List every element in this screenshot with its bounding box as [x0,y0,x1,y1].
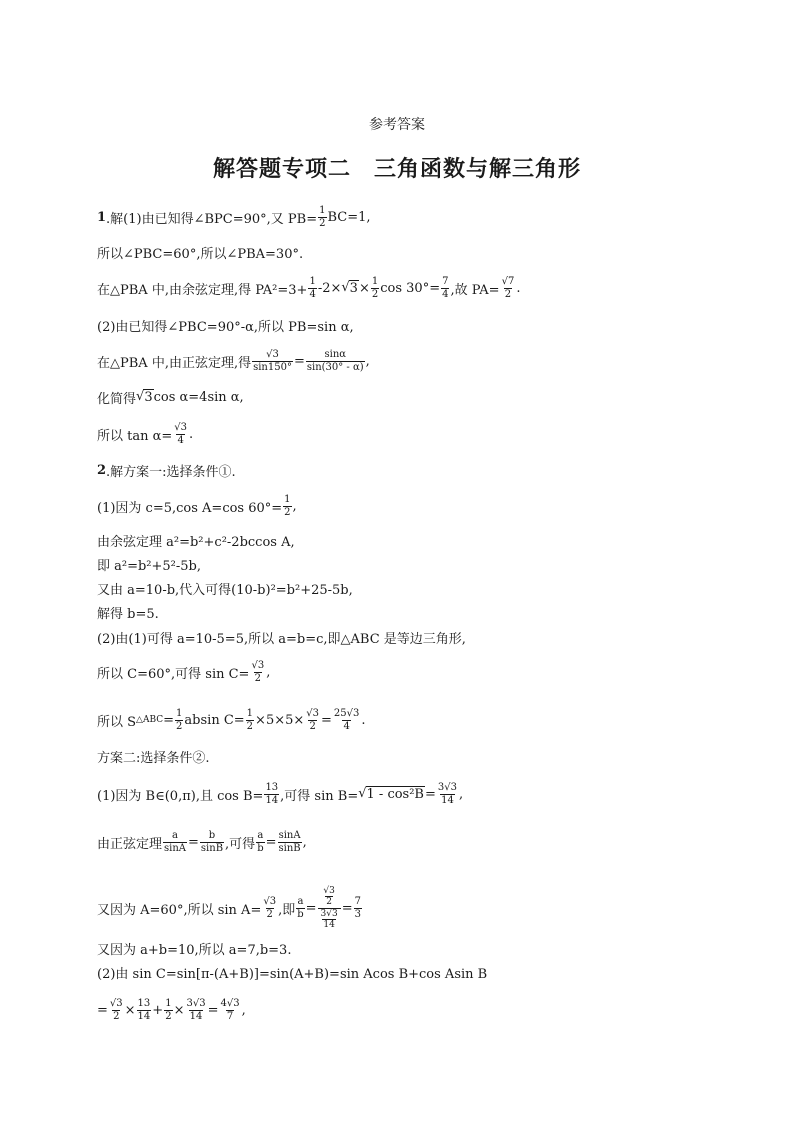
fraction: $\frac{\sin\alpha}{\sin(30^\circ - \alpha)}$ [306,349,364,373]
fraction: $\frac{4√3}{7}$ [220,998,240,1022]
fraction: $\frac{√7}{2}$ [501,276,515,300]
document-header: 参考答案 [369,117,425,133]
fraction: $\frac{√3}{2}$ [306,708,320,732]
q1-line-4: (2)由已知得∠PBC=90°-α,所以 PB=sin α, [97,319,354,335]
fraction: $\frac{7}{4}$ [442,276,449,300]
q2-line-4: 即 a²=b²+5²-5b, [97,558,202,574]
fraction: $\frac{1}{4}$ [309,276,316,300]
sqrt-expression: √ 3 [136,389,153,405]
q2-line-9: 所以 S △ABC = $\frac{1}{2}$ absin C= $\frac{1}{2}$ ×5×5× $\frac{√3}{2}$ = $\frac{25√3}{4}$ . [97,708,366,732]
q1-line-1: 1 .解(1)由已知得∠BPC=90°,又 PB= $\frac{1}{2}$ BC=1, [97,205,371,229]
fraction: $\frac{√3}{4}$ [174,422,188,446]
sqrt-expression: √ 3 [341,280,358,296]
compound-fraction: $\frac{\frac{√3}{2}}{\frac{3√3}{14}}$ [318,886,341,930]
q2-line-12: 由正弦定理 $\frac{a}{\sin A}$ = $\frac{b}{\sin B}$ ,可得 $\frac{a}{b}$ = $\frac{\sin A}{\sin B}$ , [97,830,307,854]
fraction: $\frac{a}{b}$ [297,896,304,920]
fraction: $\frac{1}{2}$ [284,494,291,518]
fraction: $\frac{3√3}{14}$ [437,782,458,806]
fraction: $\frac{√3}{2}$ [109,998,123,1022]
fraction: $\frac{a}{b}$ [257,830,264,854]
q2-line-16: = $\frac{√3}{2}$ × $\frac{13}{14}$ + $\frac{1}{2}$ × $\frac{3√3}{14}$ = $\frac{4√3}{7}$ , [97,998,246,1022]
fraction: $\frac{1}{2}$ [246,708,254,732]
q2-line-1: 2 .解方案一:选择条件①. [97,462,236,480]
q1-line-6: 化简得 √ 3 cos α=4sin α, [97,389,244,407]
fraction: $\frac{1}{2}$ [165,998,172,1022]
q1-line-7: 所以 tan α= $\frac{√3}{4}$ . [97,422,194,446]
q1-line-5: 在△PBA 中,由正弦定理,得 $\frac{√3}{\sin 150^\circ}$ = $\frac{\sin\alpha}{\sin(30^\circ - \alpha)}$ , [97,349,370,373]
q2-line-2: (1)因为 c=5,cos A=cos 60°= $\frac{1}{2}$ , [97,494,297,518]
fraction: $\frac{√3}{\sin 150^\circ}$ [253,349,292,373]
fraction: $\frac{7}{3}$ [354,896,361,920]
q2-line-8: 所以 C=60°,可得 sin C= $\frac{√3}{2}$ , [97,660,271,684]
q2-line-5: 又由 a=10-b,代入可得(10-b)²=b²+25-5b, [97,582,353,598]
q2-number: 2 [97,462,107,478]
q2-line-10: 方案二:选择条件②. [97,750,210,766]
fraction: $\frac{\sin A}{\sin B}$ [278,830,301,854]
fraction: $\frac{1}{2}$ [176,708,183,732]
document-title: 解答题专项二 三角函数与解三角形 [212,157,581,182]
fraction: $\frac{a}{\sin A}$ [164,830,187,854]
q2-line-7: (2)由(1)可得 a=10-5=5,所以 a=b=c,即△ABC 是等边三角形, [97,631,466,647]
fraction: $\frac{b}{\sin B}$ [200,830,224,854]
fraction: $\frac{√3}{2}$ [251,660,265,684]
q1-line-2: 所以∠PBC=60°,所以∠PBA=30°. [97,246,304,262]
q2-line-11: (1)因为 B∈(0,π),且 cos B= $\frac{13}{14}$ ,可得 sin B= √ 1 - cos²B = $\frac{3√3}{14}$ , [97,782,464,806]
q2-line-3: 由余弦定理 a²=b²+c²-2bccos A, [97,534,295,550]
fraction: $\frac{13}{14}$ [137,998,151,1022]
fraction: $\frac{1}{2}$ [319,205,326,229]
q2-line-14: 又因为 a+b=10,所以 a=7,b=3. [97,942,292,958]
fraction: $\frac{1}{2}$ [371,276,379,300]
q2-line-6: 解得 b=5. [97,606,159,622]
sqrt-expression: √ 1 - cos²B [358,786,424,802]
q2-line-13: 又因为 A=60°,所以 sin A= $\frac{√3}{2}$ ,即 $\frac{a}{b}$ = $\frac{\frac{√3}{2}}{\frac{3√3}{14}}$ = $\frac{7}{3}$ [97,885,361,930]
fraction: $\frac{25√3}{4}$ [333,708,360,732]
q1-number: 1 [97,209,107,225]
fraction: $\frac{13}{14}$ [265,782,279,806]
fraction: $\frac{3√3}{14}$ [186,998,206,1022]
q2-line-15: (2)由 sin C=sin[π-(A+B)]=sin(A+B)=sin Acos B+cos Asin B [97,966,488,982]
q1-line-3: 在△PBA 中,由余弦定理,得 PA²=3+ $\frac{1}{4}$ -2× √ 3 × $\frac{1}{2}$ cos 30°= $\frac{7}{4}$ ,故 PA= $\frac{√7}{2}$ . [97,276,521,300]
fraction: $\frac{√3}{2}$ [263,896,277,920]
